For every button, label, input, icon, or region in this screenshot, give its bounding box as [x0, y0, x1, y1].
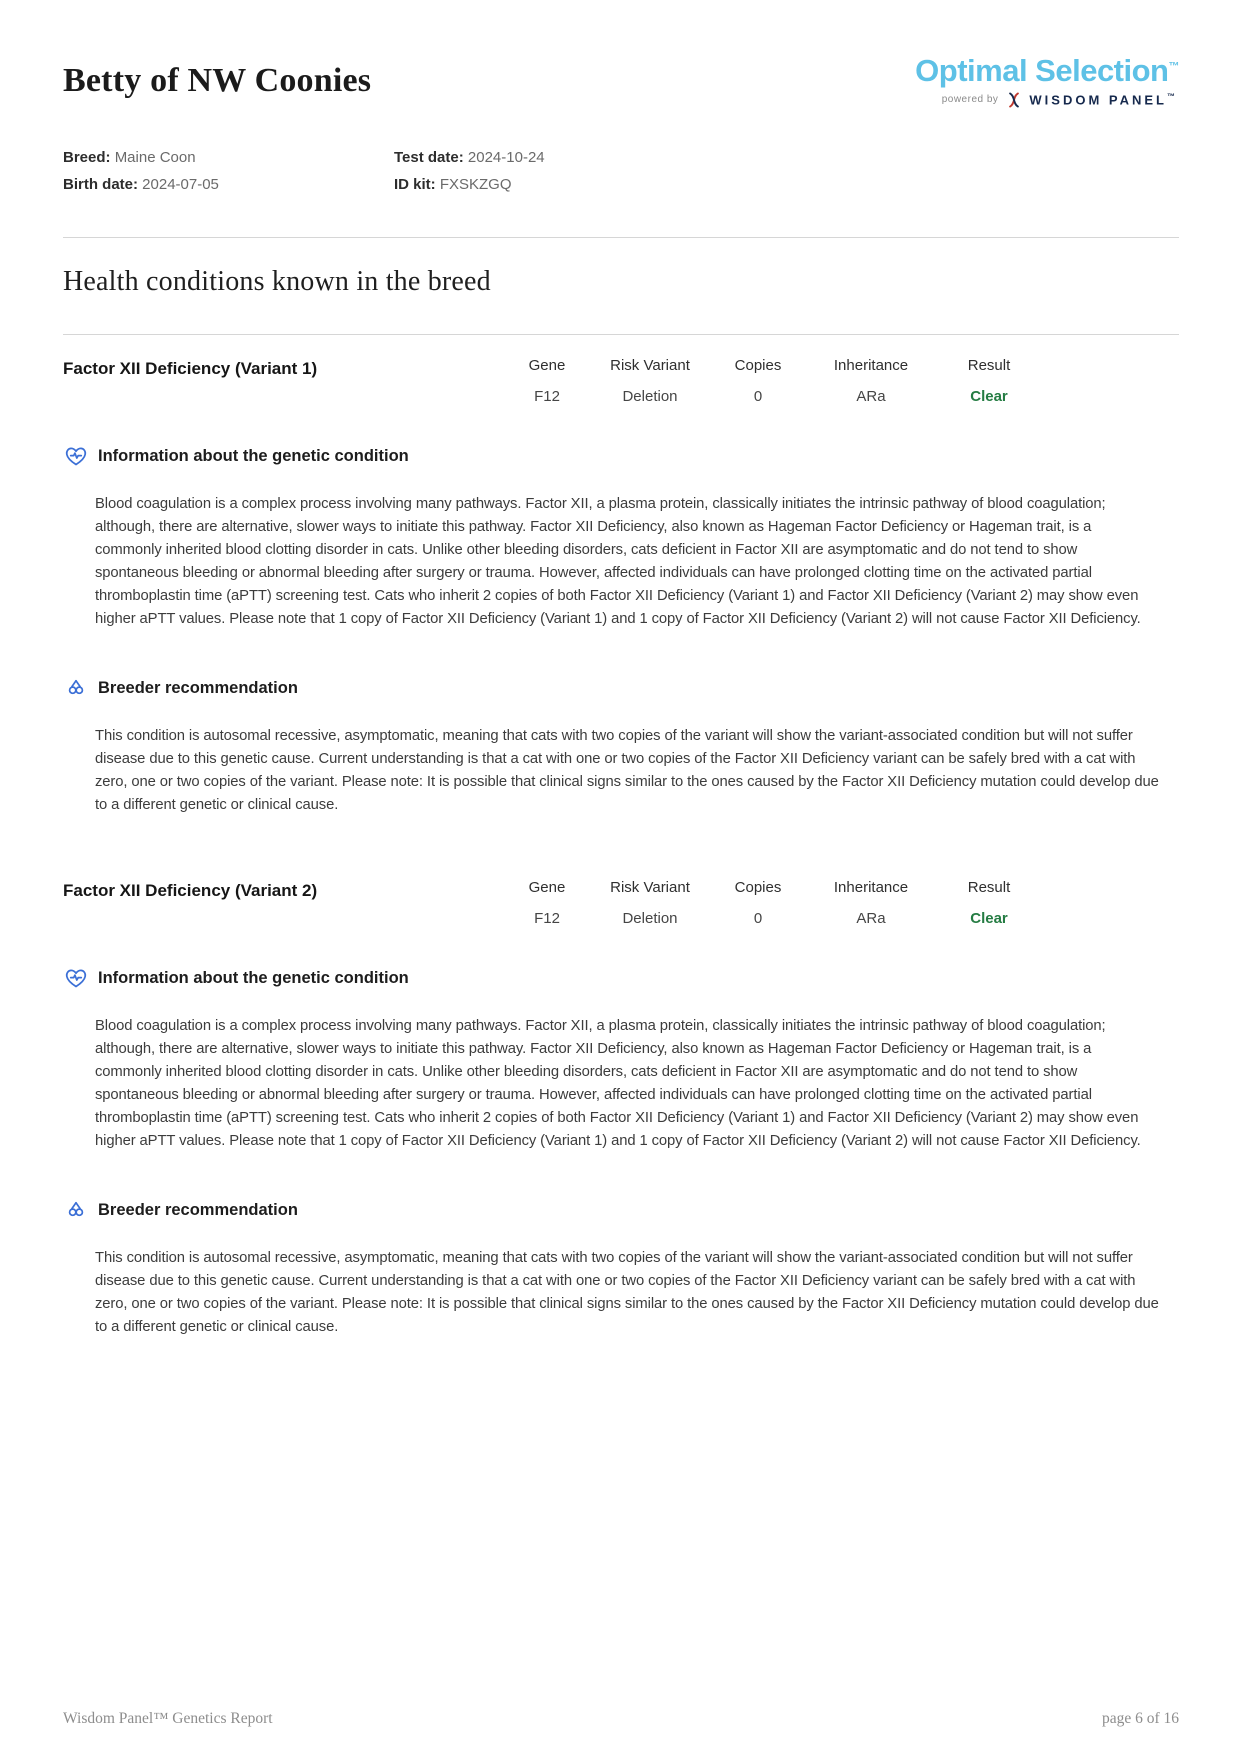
- heart-pulse-icon: [63, 965, 89, 991]
- condition-result-table: [512, 879, 1034, 927]
- section-heading: Health conditions known in the breed: [63, 266, 491, 298]
- info-block: [63, 443, 1179, 631]
- info-block: [63, 965, 1179, 1153]
- partner-wordmark: [1029, 92, 1175, 107]
- condition-name: Factor XII Deficiency (Variant 1): [63, 359, 318, 379]
- partner-trademark: ™: [1167, 91, 1175, 101]
- inheritance-value: ARa: [856, 910, 886, 928]
- birth-date-value: 2024-07-05: [142, 176, 219, 194]
- breeder-heading-row: [63, 1197, 1179, 1223]
- header-divider: [63, 237, 1179, 238]
- condition-section-variant-2: [63, 879, 1179, 1339]
- report-header: [63, 52, 1179, 108]
- partner-name-text: WISDOM PANEL: [1029, 92, 1167, 108]
- brand-wordmark: [915, 54, 1179, 88]
- meta-breed: [63, 148, 394, 168]
- info-heading: Information about the genetic condition: [98, 968, 409, 987]
- info-heading: Information about the genetic condition: [98, 446, 409, 465]
- dna-helix-icon: [1006, 91, 1021, 108]
- breeder-heading-row: [63, 675, 1179, 701]
- condition-name: Factor XII Deficiency (Variant 2): [63, 881, 318, 901]
- info-text: Blood coagulation is a complex process involving many pathways. Factor XII, a plasma protein, classically initiates the intrinsic pathway of blood coagulation; although, there are alternative, slower ways to initiate this pathway. Factor XII Deficiency, also known as Hageman Factor Deficiency or Hageman trait, is a commonly inherited blood clotting disorder in cats. Unlike other bleeding disorders, cats deficient in Factor XII are asymptomatic and do not tend to show spontaneous bleeding or abnormal bleeding after surgery or trauma. However, affected individuals can have prolonged clotting time on the activated partial thromboplastin time (aPTT) screening test. Cats who inherit 2 copies of both Factor XII Deficiency (Variant 1) and Factor XII Deficiency (Variant 2) may show even higher aPTT values. Please note that 1 copy of Factor XII Deficiency (Variant 1) and 1 copy of Factor XII Deficiency (Variant 2) will not cause Factor XII Deficiency.: [95, 496, 1141, 628]
- copies-value: 0: [753, 388, 763, 406]
- column-header-result: Result: [967, 879, 1011, 897]
- risk-variant-value: Deletion: [622, 910, 678, 928]
- footer-report-name: Wisdom Panel™ Genetics Report: [63, 1710, 273, 1727]
- ribbon-loops-icon: [63, 1197, 89, 1223]
- test-date-label: Test date:: [394, 149, 464, 167]
- breeder-heading: Breeder recommendation: [98, 1200, 298, 1219]
- test-date-value: 2024-10-24: [467, 149, 545, 167]
- meta-test-date: [394, 148, 545, 168]
- column-header-result: Result: [967, 357, 1011, 375]
- section-divider: [63, 334, 1179, 335]
- info-text: Blood coagulation is a complex process involving many pathways. Factor XII, a plasma protein, classically initiates the intrinsic pathway of blood coagulation; although, there are alternative, slower ways to initiate this pathway. Factor XII Deficiency, also known as Hageman Factor Deficiency or Hageman trait, is a commonly inherited blood clotting disorder in cats. Unlike other bleeding disorders, cats deficient in Factor XII are asymptomatic and do not tend to show spontaneous bleeding or abnormal bleeding after surgery or trauma. However, affected individuals can have prolonged clotting time on the activated partial thromboplastin time (aPTT) screening test. Cats who inherit 2 copies of both Factor XII Deficiency (Variant 1) and Factor XII Deficiency (Variant 2) may show even higher aPTT values. Please note that 1 copy of Factor XII Deficiency (Variant 1) and 1 copy of Factor XII Deficiency (Variant 2) will not cause Factor XII Deficiency.: [95, 1018, 1141, 1150]
- gene-value: F12: [534, 388, 560, 406]
- breed-value: Maine Coon: [114, 149, 196, 167]
- column-header-inheritance: Inheritance: [833, 879, 909, 897]
- column-header-inheritance: Inheritance: [833, 357, 909, 375]
- breeder-text: This condition is autosomal recessive, asymptomatic, meaning that cats with two copies of the variant will show the variant-associated condition but will not suffer disease due to this genetic cause. Current understanding is that a cat with one or two copies of the Factor XII Deficiency variant can be safely bred with a cat with zero, one or two copies of the variant. Please note: It is possible that clinical signs similar to the ones caused by the Factor XII Deficiency mutation could develop due to a different genetic or clinical cause.: [95, 728, 1159, 814]
- column-header-gene: Gene: [528, 879, 566, 897]
- inheritance-value: ARa: [856, 388, 886, 406]
- brand-logo: [915, 54, 1179, 108]
- column-header-risk-variant: Risk Variant: [610, 879, 690, 897]
- meta-id-kit: [394, 175, 545, 195]
- condition-header: [63, 357, 1179, 405]
- breed-label: Breed:: [63, 149, 111, 167]
- ribbon-loops-icon: [63, 675, 89, 701]
- column-header-copies: Copies: [734, 357, 782, 375]
- column-header-risk-variant: Risk Variant: [610, 357, 690, 375]
- meta-column-left: [63, 148, 394, 195]
- gene-value: F12: [534, 910, 560, 928]
- info-heading-row: [63, 443, 1179, 469]
- brand-trademark: ™: [1168, 60, 1179, 73]
- breeder-block: [63, 675, 1179, 817]
- risk-variant-value: Deletion: [622, 388, 678, 406]
- column-header-copies: Copies: [734, 879, 782, 897]
- id-kit-label: ID kit:: [394, 176, 436, 194]
- copies-value: 0: [753, 910, 763, 928]
- brand-name-text: Optimal Selection: [915, 53, 1169, 88]
- condition-header: [63, 879, 1179, 927]
- birth-date-label: Birth date:: [63, 176, 138, 194]
- breeder-text: This condition is autosomal recessive, asymptomatic, meaning that cats with two copies of the variant will show the variant-associated condition but will not suffer disease due to this genetic cause. Current understanding is that a cat with one or two copies of the Factor XII Deficiency variant can be safely bred with a cat with zero, one or two copies of the variant. Please note: It is possible that clinical signs similar to the ones caused by the Factor XII Deficiency mutation could develop due to a different genetic or clinical cause.: [95, 1250, 1159, 1336]
- powered-by-label: powered by: [941, 94, 999, 106]
- powered-by-row: [915, 91, 1179, 108]
- condition-result-table: [512, 357, 1034, 405]
- breeder-block: [63, 1197, 1179, 1339]
- page-footer: [63, 1710, 1179, 1734]
- breeder-heading: Breeder recommendation: [98, 678, 298, 697]
- meta-column-right: [394, 148, 545, 195]
- column-header-gene: Gene: [528, 357, 566, 375]
- heart-pulse-icon: [63, 443, 89, 469]
- result-value: Clear: [970, 910, 1008, 928]
- page-title: Betty of NW Coonies: [63, 62, 372, 99]
- pet-meta: [63, 148, 1179, 195]
- condition-section-variant-1: [63, 357, 1179, 817]
- id-kit-value: FXSKZGQ: [439, 176, 512, 194]
- meta-birth-date: [63, 175, 394, 195]
- footer-page-number: page 6 of 16: [1101, 1710, 1179, 1727]
- result-value: Clear: [970, 388, 1008, 406]
- info-heading-row: [63, 965, 1179, 991]
